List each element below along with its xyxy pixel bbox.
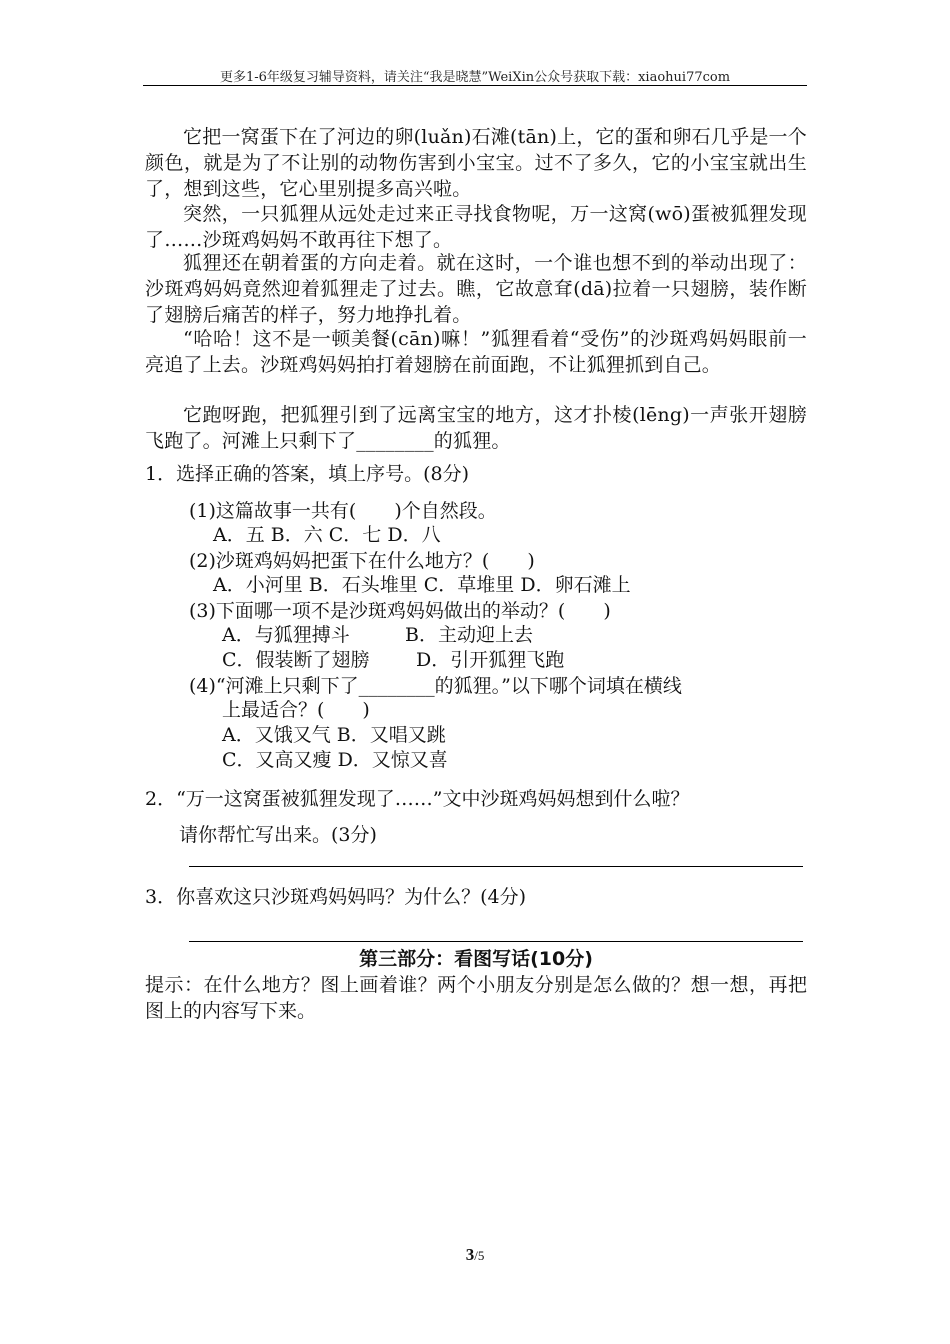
story-paragraph-3: 狐狸还在朝着蛋的方向走着。就在这时，一个谁也想不到的举动出现了：沙斑鸡妈妈竟然迎着狐狸走了过去。瞧，它故意耷(dā)拉着一只翅膀，装作断了翅膀后痛苦的样子，努力地挣扎着。: [145, 252, 807, 326]
question-1-sub-3-option-c: C．假装断了翅膀: [222, 649, 370, 671]
page-current: 3: [465, 1245, 475, 1264]
story-paragraph-2: 突然，一只狐狸从远处走过来正寻找食物呢，万一这窝(wō)蛋被狐狸发现了……沙斑鸡妈妈不敢再往下想了。: [145, 203, 807, 251]
question-3-answer-line[interactable]: [189, 941, 803, 942]
question-1-sub-3-option-b: B．主动迎上去: [405, 624, 533, 646]
section-3-hint: 提示：在什么地方？图上画着谁？两个小朋友分别是怎么做的？想一想，再把图上的内容写下来。: [145, 974, 807, 1022]
question-1-sub-1-options: A．五 B．六 C．七 D．八: [213, 524, 441, 546]
section-3-title: 第三部分：看图写话(10分): [359, 948, 593, 970]
question-3-line-1: 3．你喜欢这只沙斑鸡妈妈吗？为什么？(4分): [145, 886, 527, 908]
page-total: 5: [477, 1248, 485, 1263]
question-1-sub-4-options-1: A．又饿又气 B．又唱又跳: [222, 724, 446, 746]
story-paragraph-5: 它跑呀跑，把狐狸引到了远离宝宝的地方，这才扑棱(lēng)一声张开翅膀飞跑了。河滩上只剩下了________的狐狸。: [145, 404, 807, 452]
page-header: 更多1-6年级复习辅导资料，请关注“我是晓慧”WeiXin公众号获取下载：xiaohui77com: [219, 70, 731, 85]
question-1-sub-1: (1)这篇故事一共有( )个自然段。: [189, 500, 497, 522]
question-1-stem: 1．选择正确的答案，填上序号。(8分): [145, 463, 470, 485]
page-separator: /: [474, 1248, 478, 1263]
question-2-answer-line[interactable]: [189, 866, 803, 867]
question-1-sub-4-line-1: (4)“河滩上只剩下了________的狐狸。”以下哪个词填在横线: [189, 675, 682, 697]
story-paragraph-1: 它把一窝蛋下在了河边的卵(luǎn)石滩(tān)上，它的蛋和卵石几乎是一个颜色，就是为了不让别的动物伤害到小宝宝。过不了多久，它的小宝宝就出生了，想到这些，它心里别提多高兴啦。: [145, 126, 807, 200]
question-2-line-1: 2．“万一这窝蛋被狐狸发现了……”文中沙斑鸡妈妈想到什么啦？: [145, 788, 690, 810]
page-number: [0, 1245, 950, 1265]
question-1-sub-2: (2)沙斑鸡妈妈把蛋下在什么地方？( ): [189, 550, 535, 572]
question-2-line-2: 请你帮忙写出来。(3分): [179, 824, 377, 846]
question-1-sub-3-option-d: D．引开狐狸飞跑: [416, 649, 565, 671]
question-1-sub-3: (3)下面哪一项不是沙斑鸡妈妈做出的举动？( ): [189, 600, 611, 622]
question-1-sub-2-options: A．小河里 B．石头堆里 C．草堆里 D．卵石滩上: [213, 574, 631, 596]
question-1-sub-4-line-2: 上最适合？( ): [222, 699, 370, 721]
question-1-sub-4-options-2: C．又高又瘦 D．又惊又喜: [222, 749, 448, 771]
story-paragraph-4: “哈哈！这不是一顿美餐(cān)嘛！”狐狸看着“受伤”的沙斑鸡妈妈眼前一亮追了上去。沙斑鸡妈妈拍打着翅膀在前面跑，不让狐狸抓到自己。: [145, 328, 807, 376]
header-rule: [143, 85, 807, 86]
question-1-sub-3-option-a: A．与狐狸搏斗: [222, 624, 350, 646]
